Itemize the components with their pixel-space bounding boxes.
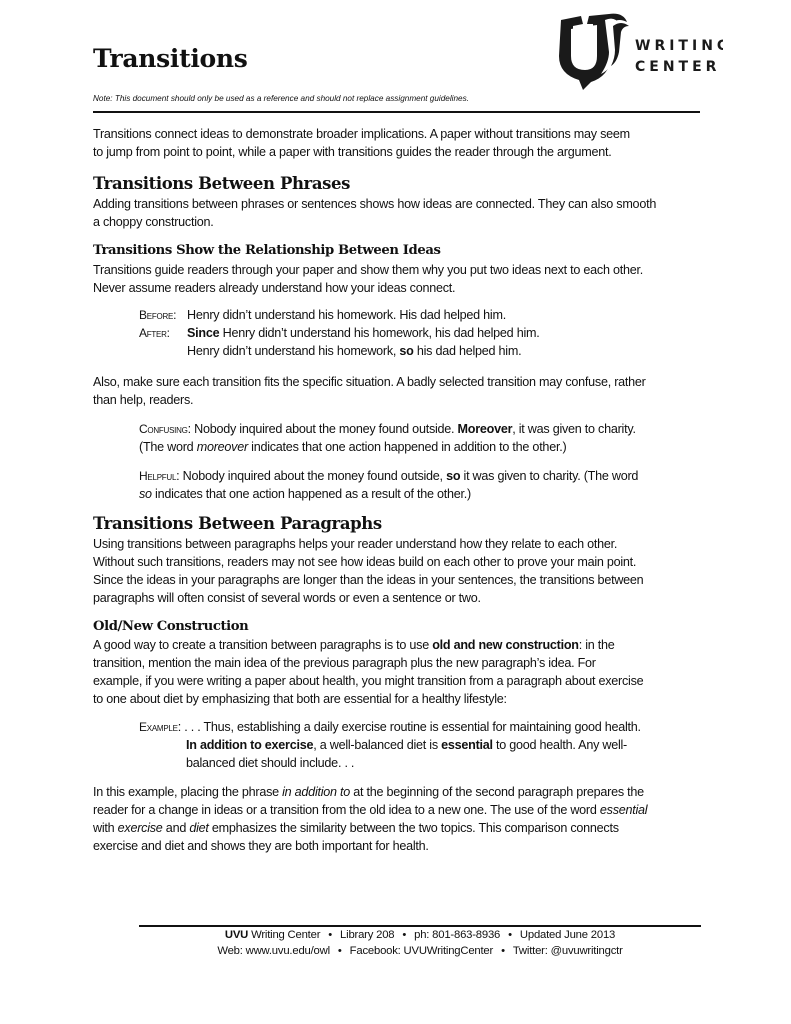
intro-paragraph (93, 125, 705, 161)
page-title: Transitions (93, 44, 248, 73)
footer-updated: Updated June 2013 (519, 929, 616, 941)
phrases-paragraph (93, 195, 705, 231)
example-label: Example (139, 720, 178, 734)
footer-line-2 (139, 945, 701, 957)
header-divider (93, 111, 700, 113)
footer-phone: ph: 801-863-8936 (414, 929, 501, 941)
paragraphs-line: Using transitions between paragraphs helps your reader understand how they relate to each other. (93, 537, 618, 551)
bold-since: Since (187, 326, 220, 340)
bullet-separator: • (328, 929, 333, 941)
bullet-separator: • (501, 945, 505, 957)
intro-line: Transitions connect ideas to demonstrate broader implications. A paper without transitions may seem (93, 127, 630, 141)
footer-location: Library 208 (340, 929, 395, 941)
before-example: Henry didn’t understand his homework. His dad helped him. (187, 308, 506, 322)
paragraphs-line: Without such transitions, readers may not see how ideas build on each other to prove your main point. (93, 555, 637, 569)
bullet-separator: • (402, 929, 407, 941)
relationship-line: Never assume readers already understand how your ideas connect. (93, 281, 456, 295)
fit-line: Also, make sure each transition fits the specific situation. A badly selected transition may confuse, rather (93, 375, 646, 389)
oldnew-line: to one about diet by emphasizing that both are essential for a healthy lifestyle: (93, 692, 507, 706)
fit-line: than help, readers. (93, 393, 194, 407)
relationship-line: Transitions guide readers through your paper and show them why you put two ideas next to each other. (93, 263, 643, 277)
after-example-1: Since Henry didn’t understand his homework, his dad helped him. (187, 326, 540, 340)
confusing-example: Confusing: Nobody inquired about the money found outside. Moreover, it was given to charity. (The word moreover indicates that one action happened in addition to the other.) (139, 422, 636, 454)
uvu-wolverine-logo-icon (553, 12, 723, 92)
disclaimer-note: Note: This document should only be used as a reference and should not replace assignment guidelines. (93, 94, 469, 103)
footer-divider (139, 925, 701, 927)
after-example-2: Henry didn’t understand his homework, so his dad helped him. (187, 344, 522, 358)
section-heading-phrases: Transitions Between Phrases (93, 174, 351, 193)
before-label: Before: (139, 308, 177, 322)
oldnew-paragraph (93, 636, 705, 708)
conclusion-paragraph (93, 783, 705, 855)
oldnew-line: A good way to create a transition between paragraphs is to use old and new construction: in the (93, 638, 615, 652)
relationship-paragraph (93, 261, 705, 297)
logo-line1: WRITING (635, 38, 723, 54)
logo-line2: CENTER (635, 59, 721, 75)
confusing-label: Confusing (139, 422, 188, 436)
footer-web-link[interactable]: Web: www.uvu.edu/owl (217, 945, 330, 957)
oldnew-line: transition, mention the main idea of the previous paragraph plus the new paragraph’s idea. For (93, 656, 596, 670)
bullet-separator: • (508, 929, 512, 941)
paragraphs-paragraph (93, 535, 705, 607)
section-heading-paragraphs: Transitions Between Paragraphs (93, 514, 382, 533)
footer-facebook[interactable]: Facebook: UVUWritingCenter (349, 945, 494, 957)
after-label: After: (139, 326, 170, 340)
fit-paragraph (93, 373, 705, 409)
footer-twitter[interactable]: Twitter: @uvuwritingctr (512, 945, 623, 957)
oldnew-line: example, if you were writing a paper about health, you might transition from a paragraph about exercise (93, 674, 644, 688)
writing-center-logo (553, 12, 723, 92)
paragraphs-line: paragraphs will often consist of several words or even a sentence or two. (93, 591, 481, 605)
bullet-separator: • (337, 945, 342, 957)
subheading-oldnew: Old/New Construction (93, 619, 249, 634)
subheading-relationship: Transitions Show the Relationship Between Ideas (93, 243, 441, 258)
bold-so: so (399, 344, 414, 358)
phrases-line: a choppy construction. (93, 215, 214, 229)
conclusion-line: In this example, placing the phrase in addition to at the beginning of the second paragraph prepares the (93, 785, 644, 799)
intro-line: to jump from point to point, while a paper with transitions guides the reader through the argument. (93, 145, 612, 159)
conclusion-line: exercise and diet and shows they are both important for health. (93, 839, 429, 853)
conclusion-line: reader for a change in ideas or a transition from the old idea to a new one. The use of the word essential (93, 803, 648, 817)
phrases-line: Adding transitions between phrases or sentences shows how ideas are connected. They can also smooth (93, 197, 657, 211)
example-block: Example: . . . Thus, establishing a daily exercise routine is essential for maintaining good health. In addition to exercise, a well-balanced diet is essential to good health. Any well- balanced diet should include. . . (139, 720, 641, 770)
footer-line-1: UVU Writing Center • Library 208 • ph: 801-863-8936 • Updated June 2013 (224, 929, 616, 941)
conclusion-line: with exercise and diet emphasizes the similarity between the two topics. This comparison connects (93, 821, 619, 835)
helpful-label: Helpful (139, 469, 177, 483)
helpful-example: Helpful: Nobody inquired about the money found outside, so it was given to charity. (The word so indicates that one action happened as a result of the other.) (139, 469, 639, 501)
paragraphs-line: Since the ideas in your paragraphs are longer than the ideas in your sentences, the transitions between (93, 573, 644, 587)
